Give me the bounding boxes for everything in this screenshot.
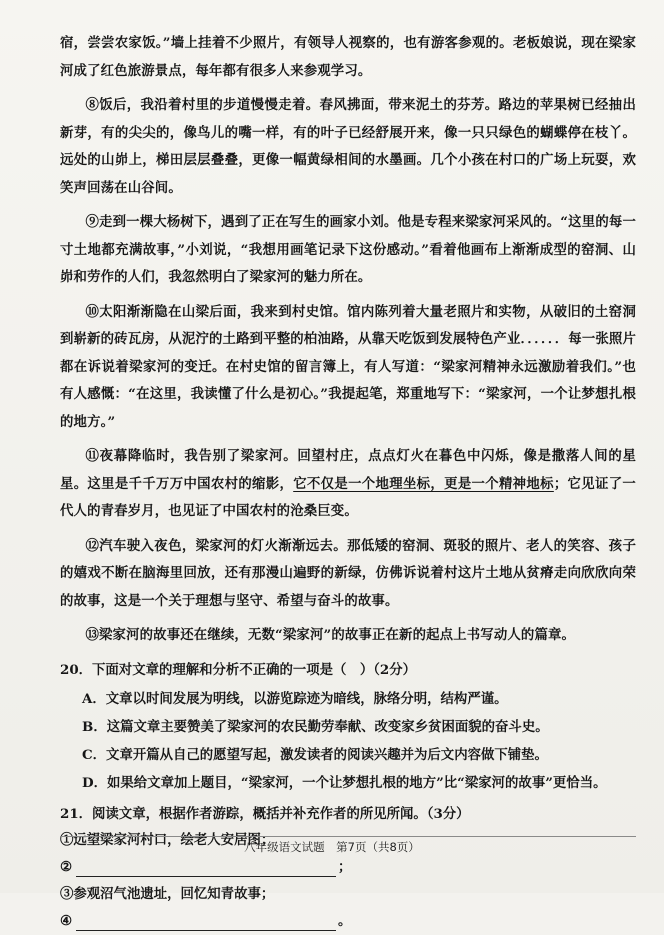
page-footer: 八年级语文试题 第7页（共8页）: [244, 840, 420, 854]
q21-item-2-semicolon: ；: [338, 858, 352, 875]
option-d: D．如果给文章加上题目，“梁家河，一个让梦想扎根的地方”比“梁家河的故事”更恰当。: [82, 774, 607, 791]
paragraph-11-text-a: ⑪夜幕降临时，我告别了梁家河。回望村庄，点点灯火在暮色中闪烁，像是撒落人间的星星。这里是千千万万中国农村的缩影，: [60, 448, 636, 492]
passage-paragraph-8: ⑧饭后，我沿着村里的步道慢慢走着。春风拂面，带来泥土的芬芳。路边的苹果树已经抽出新芽，有的尖尖的，像鸟儿的嘴一样，有的叶子已经舒展开来，像一只只绿色的蝴蝶停在枝丫。远处的山峁上，梯田层层叠叠，更像一幅黄绿相间的水墨画。几个小孩在村口的广场上玩耍，欢笑声回荡在山谷间。: [60, 97, 636, 196]
question-20-options: [60, 685, 636, 797]
passage-paragraph-13: ⑬梁家河的故事还在继续，无数“梁家河”的故事正在新的起点上书写动人的篇章。: [85, 627, 576, 643]
q21-item-4-mark: ④: [60, 912, 73, 929]
passage-paragraph-11: [60, 443, 636, 526]
question-21-stem: 21．阅读文章，根据作者游踪，概括并补充作者的所见所闻。（3分）: [60, 805, 470, 822]
paragraph-11-text-b: ；它见证了一代人的青春岁月，也见证了中国农村的沧桑巨变。: [60, 475, 636, 519]
q21-item-2-mark: ②: [60, 858, 73, 875]
question-20: [60, 657, 636, 797]
q21-item-4: [60, 908, 636, 935]
passage-paragraph-continued: 宿，尝尝农家饭。”墙上挂着不少照片，有领导人视察的，也有游客参观的。老板娘说，现在梁家河成了红色旅游景点，每年都有很多人来参观学习。: [60, 35, 636, 79]
passage-paragraph-10: ⑩太阳渐渐隐在山梁后面，我来到村史馆。馆内陈列着大量老照片和实物，从破旧的土窑洞到崭新的砖瓦房，从泥泞的土路到平整的柏油路，从靠天吃饭到发展特色产业．．．．．．每一张照片都在诉说着梁家河的变迁。在村史馆的留言簿上，有人写道：“梁家河精神永远激励着我们。”也有人感慨：“在这里，我读懂了什么是初心。”我提起笔，郑重地写下：“梁家河，一个让梦想扎根的地方。”: [60, 303, 636, 430]
question-21: [60, 801, 636, 935]
passage-paragraph-9: ⑨走到一棵大杨树下，遇到了正在写生的画家小刘。他是专程来梁家河采风的。“这里的每一寸土地都充满故事，”小刘说，“我想用画笔记录下这份感动。”看着他画布上渐渐成型的窑洞、山峁和劳作的人们，我忽然明白了梁家河的魅力所在。: [60, 214, 636, 285]
q21-item-1-text: ①远望梁家河村口，绘老人安居图；: [60, 831, 275, 848]
answer-blank-2[interactable]: [76, 858, 336, 877]
passage-paragraph-12: ⑫汽车驶入夜色，梁家河的灯火渐渐远去。那低矮的窑洞、斑驳的照片、老人的笑容、孩子的嬉戏不断在脑海里回放，还有那漫山遍野的新绿，仿佛诉说着村这片土地从贫瘠走向欣欣向荣的故事，这是一个关于理想与坚守、希望与奋斗的故事。: [60, 537, 636, 609]
option-b: B．这篇文章主要赞美了梁家河的农民勤劳奉献、改变家乡贫困面貌的奋斗史。: [82, 718, 549, 735]
option-c: C．文章开篇从自己的愿望写起，激发读者的阅读兴趣并为后文内容做下铺垫。: [82, 746, 548, 763]
answer-blank-4[interactable]: [76, 912, 336, 931]
question-20-stem: 20．下面对文章的理解和分析不正确的一项是（ ）（2分）: [60, 661, 417, 678]
underlined-sentence: 它不仅是一个地理坐标，更是一个精神地标: [293, 475, 554, 492]
q21-item-3-text: ③参观沼气池遗址，回忆知青故事；: [60, 885, 275, 902]
q21-item-4-end: 。: [338, 912, 352, 929]
q21-item-3: [60, 881, 636, 908]
footer-divider: [60, 836, 636, 837]
option-a: A．文章以时间发展为明线，以游览踪迹为暗线，脉络分明，结构严谨。: [82, 690, 508, 707]
q21-item-2: [60, 854, 636, 881]
